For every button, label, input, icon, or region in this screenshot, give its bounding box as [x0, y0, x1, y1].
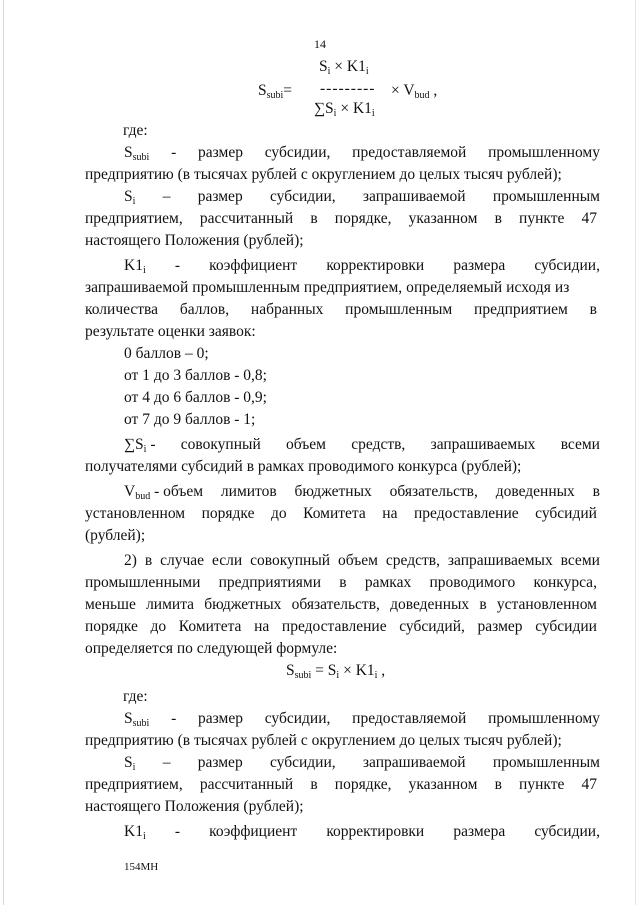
scan-edge-left — [3, 0, 4, 905]
symbol-k1-2: $K1_i$ — [124, 823, 146, 842]
formula-1-fraction-dashes: --------- — [320, 80, 376, 97]
formula-1-vbud: × $V_{bud}$ , — [391, 82, 438, 101]
def-ssubi-line-2: предприятию (в тысячах рублей с округлением до целых тысяч рублей); — [85, 166, 562, 183]
scan-edge-right — [635, 0, 636, 905]
def-sum-line-2: получателями субсидий в рамках проводимого конкурса (рублей); — [85, 458, 522, 475]
def-si-line-3: настоящего Положения (рублей); — [85, 232, 304, 249]
item-2-line-1: 2) в случае если совокупный объем средств, запрашиваемых всеми — [124, 552, 600, 569]
symbol-si: $S_i$ — [124, 188, 136, 207]
def-k1-line-4: результате оценки заявок: — [85, 323, 256, 340]
def-k1-line-2: запрашиваемой промышленным предприятием, определяемый исходя из — [85, 279, 570, 296]
formula-1-denominator: $\sum S_i \times K1_i$ — [314, 100, 375, 119]
symbol-ssubi: $S_{subi}$ — [124, 144, 150, 163]
page-number: 14 — [314, 37, 326, 51]
formula-1-lhs: $S_{subi}=$ — [258, 82, 293, 101]
score-line-3: от 4 до 6 баллов - 0,9; — [124, 389, 267, 406]
def2-si-line-2: предприятием, рассчитанный в порядке, указанном в пункте 47 — [85, 776, 597, 793]
def2-si-line-3: настоящего Положения (рублей); — [85, 798, 304, 815]
item-2-line-4: порядке до Комитета на предоставление субсидий, размер субсидии — [85, 618, 597, 635]
where-label-1: где: — [123, 122, 148, 139]
symbol-sum-si: $\sum S_i$ - — [124, 436, 156, 455]
formula-1-numerator: $S_i \times K1_i$ — [319, 58, 369, 77]
footer-code: 154МН — [124, 861, 159, 873]
def2-ssubi-line-1: $S_{subi}$ - размер субсидии, предоставляемой промышленному — [124, 708, 600, 735]
where-label-2: где: — [123, 688, 148, 705]
def-si-line-2: предприятием, рассчитанный в порядке, указанном в пункте 47 — [85, 210, 597, 227]
def2-si-line-1: $S_i$ – размер субсидии, запрашиваемой промышленным — [124, 752, 600, 779]
def-ssubi-line-1: $S_{subi}$ - размер субсидии, предоставляемой промышленному — [124, 142, 600, 169]
def2-ssubi-line-2: предприятию (в тысячах рублей с округлением до целых тысяч рублей); — [85, 732, 562, 749]
def-vbud-line-2: установленном порядке до Комитета на предоставление субсидий — [85, 505, 597, 522]
symbol-k1: $K1_i$ — [124, 257, 146, 276]
score-line-1: 0 баллов – 0; — [124, 345, 209, 362]
def-vbud-line-1: $V_{bud}$ - объем лимитов бюджетных обязательств, доведенных в — [124, 481, 600, 508]
symbol-vbud: $V_{bud}$ - объем — [124, 483, 204, 502]
item-2-line-2: промышленными предприятиями в рамках проводимого конкурса, — [85, 574, 597, 591]
item-2-line-3: меньше лимита бюджетных обязательств, доведенных в установленном — [85, 596, 597, 613]
score-line-4: от 7 до 9 баллов - 1; — [124, 411, 256, 428]
symbol-ssubi-2: $S_{subi}$ — [124, 710, 150, 729]
formula-2: $S_{subi} = S_i \times K1_i$ , — [286, 662, 386, 681]
def-si-line-1: $S_i$ – размер субсидии, запрашиваемой промышленным — [124, 186, 600, 213]
def-k1-line-3: количества баллов, набранных промышленным предприятием в — [85, 301, 597, 318]
item-2-line-5: определяется по следующей формуле: — [85, 640, 338, 657]
def-vbud-line-3: (рублей); — [85, 527, 146, 544]
def-sum-line-1: $\sum S_i$ - совокупный объем средств, запрашиваемых всеми — [124, 434, 600, 461]
score-line-2: от 1 до 3 баллов - 0,8; — [124, 367, 267, 384]
def-k1-line-1: $K1_i$ - коэффициент корректировки размера субсидии, — [124, 255, 600, 282]
symbol-si-2: $S_i$ — [124, 754, 136, 773]
def2-k1-line-1: $K1_i$ - коэффициент корректировки размера субсидии, — [124, 821, 600, 848]
